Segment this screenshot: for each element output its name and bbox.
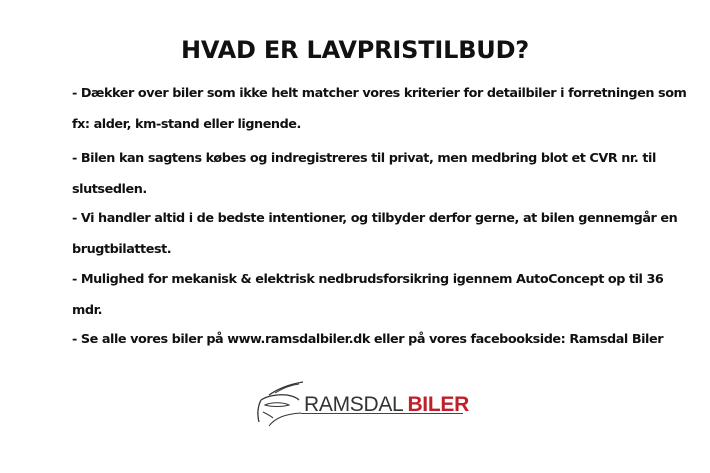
bullet-line: slutsedlen. [72, 182, 147, 197]
bullet-line: - Vi handler altid i de bedste intentioner, og tilbyder derfor gerne, at bilen gennemgår en [72, 211, 678, 226]
bullet-inspection [72, 203, 677, 265]
bullet-line: brugtbilattest. [72, 242, 172, 257]
logo-word-biler: BILER [407, 393, 469, 416]
page-title: HVAD ER LAVPRISTILBUD? [180, 36, 530, 64]
bullet-criteria [72, 78, 686, 140]
bullet-website [72, 324, 663, 355]
logo-wordmark [304, 393, 469, 417]
bullet-insurance [72, 264, 663, 326]
bullet-line: - Se alle vores biler på www.ramsdalbiler.dk eller på vores facebookside: Ramsdal Biler [72, 332, 664, 347]
ramsdal-biler-logo [255, 378, 469, 428]
logo-word-ramsdal: RAMSDAL [304, 393, 404, 416]
bullet-line: - Bilen kan sagtens købes og indregistreres til privat, men medbring blot et CVR nr. til [72, 151, 656, 166]
bullet-registration [72, 143, 656, 205]
bullet-line: mdr. [72, 303, 103, 318]
bullet-line: - Mulighed for mekanisk & elektrisk nedbrudsforsikring igennem AutoConcept op til 36 [72, 272, 664, 287]
bullet-line: fx: alder, km-stand eller lignende. [72, 117, 301, 132]
bullet-line: - Dækker over biler som ikke helt matcher vores kriterier for detailbiler i forretningen som [72, 86, 687, 101]
